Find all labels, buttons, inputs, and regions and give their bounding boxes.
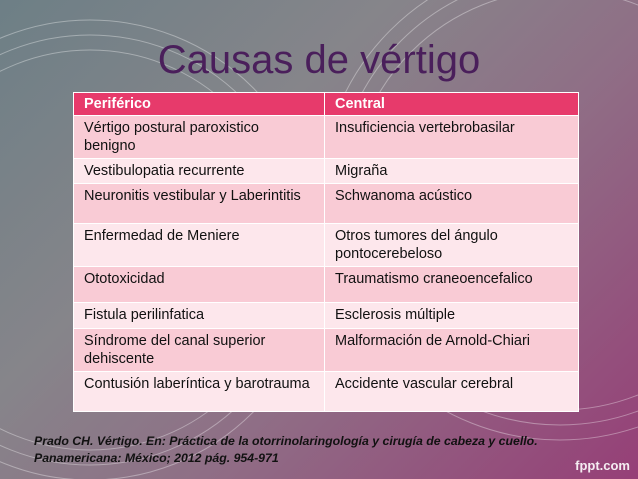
watermark: fppt.com: [575, 458, 630, 473]
cell-central: Accidente vascular cerebral: [325, 372, 579, 412]
table-row: [74, 267, 579, 303]
table-row: [74, 159, 579, 184]
cell-periferico: Contusión laberíntica y barotrauma: [74, 372, 325, 412]
cell-periferico: Fistula perilinfatica: [74, 303, 325, 329]
slide-title: Causas de vértigo: [157, 38, 481, 82]
cell-periferico: Neuronitis vestibular y Laberintitis: [74, 184, 325, 224]
table-header-row: [74, 93, 579, 116]
table-row: [74, 303, 579, 329]
cell-central: Traumatismo craneoencefalico: [325, 267, 579, 303]
vertigo-causes-table: [73, 92, 579, 412]
header-periferico: Periférico: [74, 93, 325, 116]
table-row: [74, 184, 579, 224]
cell-central: Schwanoma acústico: [325, 184, 579, 224]
cell-central: Insuficiencia vertebrobasilar: [325, 116, 579, 159]
table-row: [74, 224, 579, 267]
table-row: [74, 329, 579, 372]
cell-central: Esclerosis múltiple: [325, 303, 579, 329]
cell-central: Migraña: [325, 159, 579, 184]
cell-periferico: Ototoxicidad: [74, 267, 325, 303]
cell-periferico: Vértigo postural paroxistico benigno: [74, 116, 325, 159]
cell-periferico: Vestibulopatia recurrente: [74, 159, 325, 184]
table-row: [74, 116, 579, 159]
cell-central: Otros tumores del ángulo pontocerebeloso: [325, 224, 579, 267]
cell-periferico: Síndrome del canal superior dehiscente: [74, 329, 325, 372]
cell-central: Malformación de Arnold-Chiari: [325, 329, 579, 372]
table-row: [74, 372, 579, 412]
citation: Prado CH. Vértigo. En: Práctica de la otorrinolaringología y cirugía de cabeza y cuello. Panamericana: México; 2012 pág. 954-971: [34, 434, 538, 465]
cell-periferico: Enfermedad de Meniere: [74, 224, 325, 267]
header-central: Central: [325, 93, 579, 116]
